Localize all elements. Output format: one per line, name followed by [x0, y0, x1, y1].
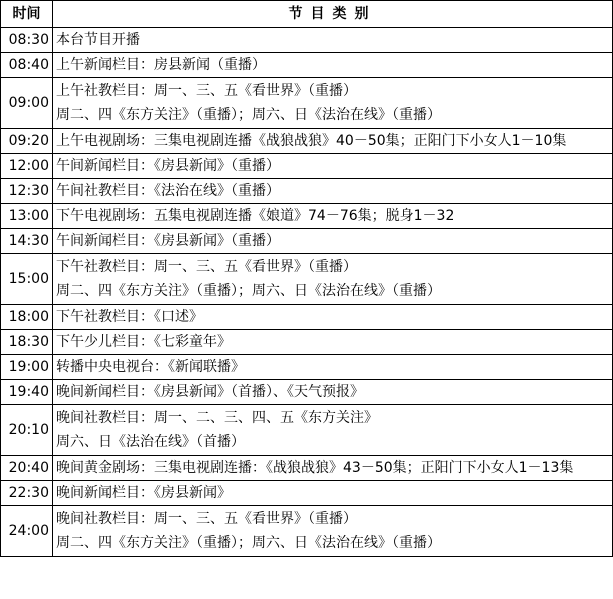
table-row: [1, 28, 613, 53]
program-line: 下午社教栏目：《口述》: [56, 309, 203, 325]
program-column-header: 节目类别: [53, 1, 613, 28]
table-row: [1, 456, 613, 481]
program-line: 上午电视剧场：三集电视剧连播《战狼战狼》40－50集；正阳门下小女人1－10集: [56, 133, 567, 149]
table-row: [1, 204, 613, 229]
program-cell: [53, 405, 613, 456]
table-row: [1, 179, 613, 204]
program-line: 周二、四《东方关注》（重播）；周六、日《法治在线》（重播）: [56, 107, 441, 123]
table-row: [1, 380, 613, 405]
program-line: 午间新闻栏目：《房县新闻》（重播）: [56, 158, 280, 174]
program-cell: [53, 355, 613, 380]
table-row: [1, 330, 613, 355]
program-cell: [53, 154, 613, 179]
program-line: 晚间社教栏目：周一、三、五《看世界》（重播）: [56, 511, 357, 527]
program-cell: [53, 179, 613, 204]
program-line: 本台节目开播: [56, 32, 140, 48]
time-column-header: 时间: [1, 1, 53, 28]
time-cell: 22:30: [1, 481, 53, 506]
time-cell: 12:00: [1, 154, 53, 179]
program-cell: [53, 254, 613, 305]
time-cell: 15:00: [1, 254, 53, 305]
program-line: 转播中央电视台：《新闻联播》: [56, 359, 245, 375]
time-cell: 20:10: [1, 405, 53, 456]
program-cell: [53, 481, 613, 506]
time-cell: 09:00: [1, 78, 53, 129]
header-row: [1, 1, 613, 28]
program-cell: [53, 204, 613, 229]
program-line: 周二、四《东方关注》（重播）；周六、日《法治在线》（重播）: [56, 535, 441, 551]
time-cell: 18:30: [1, 330, 53, 355]
time-cell: 09:20: [1, 129, 53, 154]
table-row: [1, 154, 613, 179]
table-row: [1, 355, 613, 380]
time-cell: 08:30: [1, 28, 53, 53]
program-cell: [53, 305, 613, 330]
program-line: 周六、日《法治在线》（首播）: [56, 434, 245, 450]
table-row: [1, 53, 613, 78]
program-line: 晚间新闻栏目：《房县新闻》（首播）、《天气预报》: [56, 384, 364, 400]
table-row: [1, 481, 613, 506]
time-cell: 19:00: [1, 355, 53, 380]
time-cell: 13:00: [1, 204, 53, 229]
time-cell: 19:40: [1, 380, 53, 405]
table-row: [1, 506, 613, 557]
time-cell: 24:00: [1, 506, 53, 557]
table-row: [1, 129, 613, 154]
program-cell: [53, 28, 613, 53]
program-line: 上午社教栏目：周一、三、五《看世界》（重播）: [56, 83, 357, 99]
time-cell: 12:30: [1, 179, 53, 204]
program-cell: [53, 330, 613, 355]
program-line: 晚间社教栏目：周一、二、三、四、五《东方关注》: [56, 410, 378, 426]
program-line: 下午电视剧场：五集电视剧连播《娘道》74－76集；脱身1－32: [56, 208, 455, 224]
program-line: 晚间新闻栏目：《房县新闻》: [56, 485, 231, 501]
table-row: [1, 78, 613, 129]
program-line: 午间新闻栏目：《房县新闻》（重播）: [56, 233, 280, 249]
program-cell: [53, 506, 613, 557]
program-line: 晚间黄金剧场：三集电视剧连播：《战狼战狼》43－50集；正阳门下小女人1－13集: [56, 460, 574, 476]
schedule-body: [1, 28, 613, 557]
table-row: [1, 229, 613, 254]
program-cell: [53, 229, 613, 254]
table-row: [1, 405, 613, 456]
time-cell: 08:40: [1, 53, 53, 78]
time-cell: 20:40: [1, 456, 53, 481]
program-cell: [53, 78, 613, 129]
table-row: [1, 305, 613, 330]
program-line: 上午新闻栏目：房县新闻（重播）: [56, 57, 266, 73]
program-cell: [53, 456, 613, 481]
program-cell: [53, 129, 613, 154]
program-line: 下午少儿栏目：《七彩童年》: [56, 334, 231, 350]
program-cell: [53, 53, 613, 78]
table-row: [1, 254, 613, 305]
program-cell: [53, 380, 613, 405]
program-line: 下午社教栏目：周一、三、五《看世界》（重播）: [56, 259, 357, 275]
time-cell: 14:30: [1, 229, 53, 254]
program-line: 午间社教栏目：《法治在线》（重播）: [56, 183, 280, 199]
program-line: 周二、四《东方关注》（重播）；周六、日《法治在线》（重播）: [56, 283, 441, 299]
time-cell: 18:00: [1, 305, 53, 330]
